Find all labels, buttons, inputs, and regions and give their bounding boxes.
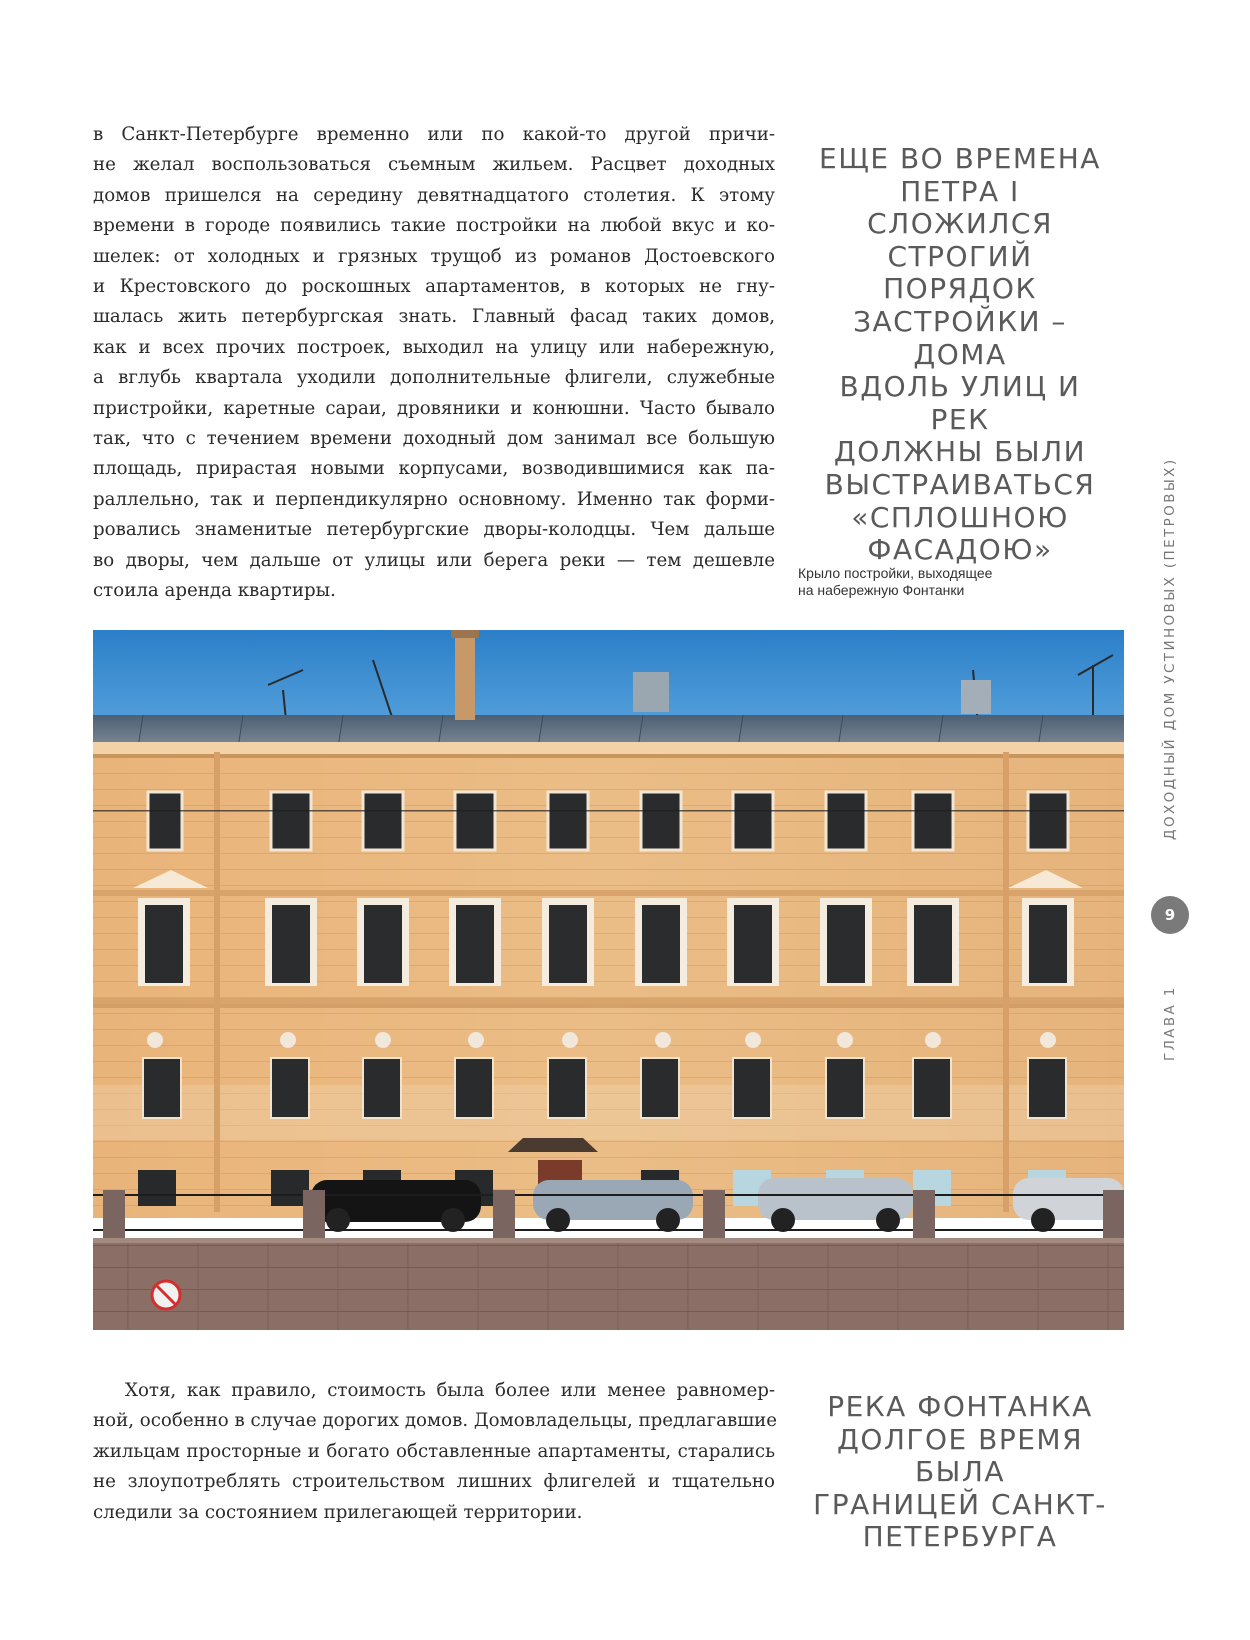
text-line: времени в городе появились такие постройки на любой вкус и ко- [93, 215, 775, 237]
pull-quote-line: «СПЛОШНОЮ [851, 500, 1069, 534]
text-line: стоила аренда квартиры. [93, 580, 336, 602]
string-course [93, 998, 1124, 1004]
text-line: следили за состоянием прилегающей территории. [93, 1501, 583, 1523]
text-line: не желал воспользоваться съемным жильем. Расцвет доходных [93, 154, 775, 176]
pull-quote-line: ВЫСТРАИВАТЬСЯ [824, 467, 1096, 501]
pull-quote-line: ДОЛГОЕ ВРЕМЯ БЫЛА [836, 1422, 1084, 1489]
pull-quote-line: РЕКА ФОНТАНКА [827, 1390, 1093, 1423]
pull-quote-line: ДОЛЖНЫ БЫЛИ [833, 435, 1087, 469]
text-line: и Крестовского до роскошных апартаментов, в которых не гну- [93, 276, 775, 298]
pull-quote-line: ВДОЛЬ УЛИЦ И РЕК [839, 370, 1081, 436]
body-paragraph-1 [93, 120, 775, 607]
chimney [455, 630, 475, 720]
caption-line: на набережную Фонтанки [798, 582, 965, 598]
body-paragraph-2 [93, 1376, 778, 1528]
text-line: пристройки, каретные сараи, дровяники и конюшни. Часто бывало [93, 397, 775, 419]
pull-quote-line: ФАСАДОЮ» [867, 533, 1053, 567]
text-line: в Санкт-Петербурге временно или по какой-то другой причи- [93, 124, 775, 145]
fontanka-building-photo [93, 630, 1124, 1330]
pull-quote-line: СТРОГИЙ ПОРЯДОК [883, 239, 1037, 306]
text-line: во дворы, чем дальше от улицы или берега реки — тем дешевле [93, 549, 775, 571]
chimney [961, 680, 991, 714]
pull-quote-line: ПЕТРА I СЛОЖИЛСЯ [867, 174, 1053, 241]
pull-quote-line: ГРАНИЦЕЙ САНКТ- [813, 1487, 1107, 1521]
pull-quote-petrine-order [810, 143, 1110, 567]
text-line: не злоупотреблять строительством лишних флигелей и тщательно [93, 1471, 775, 1493]
page-number-badge: 9 [1151, 896, 1189, 934]
text-line: а вглубь квартала уходили дополнительные флигели, служебные [93, 367, 775, 389]
chapter-label: ГЛАВА 1 [1162, 985, 1178, 1061]
text-line: так, что с течением времени доходный дом занимал все большую [93, 428, 775, 450]
string-course [93, 890, 1124, 896]
text-line: шалась жить петербургская знать. Главный фасад таких домов, [93, 306, 775, 328]
text-line: площадь, прирастая новыми корпусами, возводившимися как па- [93, 458, 775, 480]
text-line: жильцам просторные и богато обставленные апартаменты, старались [93, 1440, 775, 1462]
pull-quote-fontanka-border [808, 1391, 1112, 1554]
caption-line: Крыло постройки, выходящее [798, 565, 993, 581]
chimney [633, 672, 669, 712]
text-line: ровались знаменитые петербургские дворы-колодцы. Чем дальше [93, 519, 775, 541]
pull-quote-line: ЕЩЕ ВО ВРЕМЕНА [819, 142, 1101, 175]
pull-quote-line: ЗАСТРОЙКИ – ДОМА [853, 304, 1067, 371]
pull-quote-line: ПЕТЕРБУРГА [862, 1520, 1058, 1554]
cornice [93, 742, 1124, 756]
text-line: раллельно, так и перпендикулярно основному. Именно так форми- [93, 488, 775, 510]
text-line: Хотя, как правило, стоимость была более или менее равномер- [125, 1380, 775, 1401]
photo-caption [798, 565, 1058, 599]
text-line: ной, особенно в случае дорогих домов. Домовладельцы, предлагавшие [93, 1410, 778, 1432]
running-title: ДОХОДНЫЙ ДОМ УСТИНОВЫХ (ПЕТРОВЫХ) [1162, 457, 1178, 840]
wire [93, 810, 1124, 812]
text-line: домов пришелся на середину девятнадцатого столетия. К этому [93, 184, 775, 206]
text-line: шелек: от холодных и грязных трущоб из романов Достоевского [93, 245, 775, 267]
text-line: как и всех прочих построек, выходил на улицу или набережную, [93, 336, 775, 358]
shadow [93, 1085, 1124, 1140]
